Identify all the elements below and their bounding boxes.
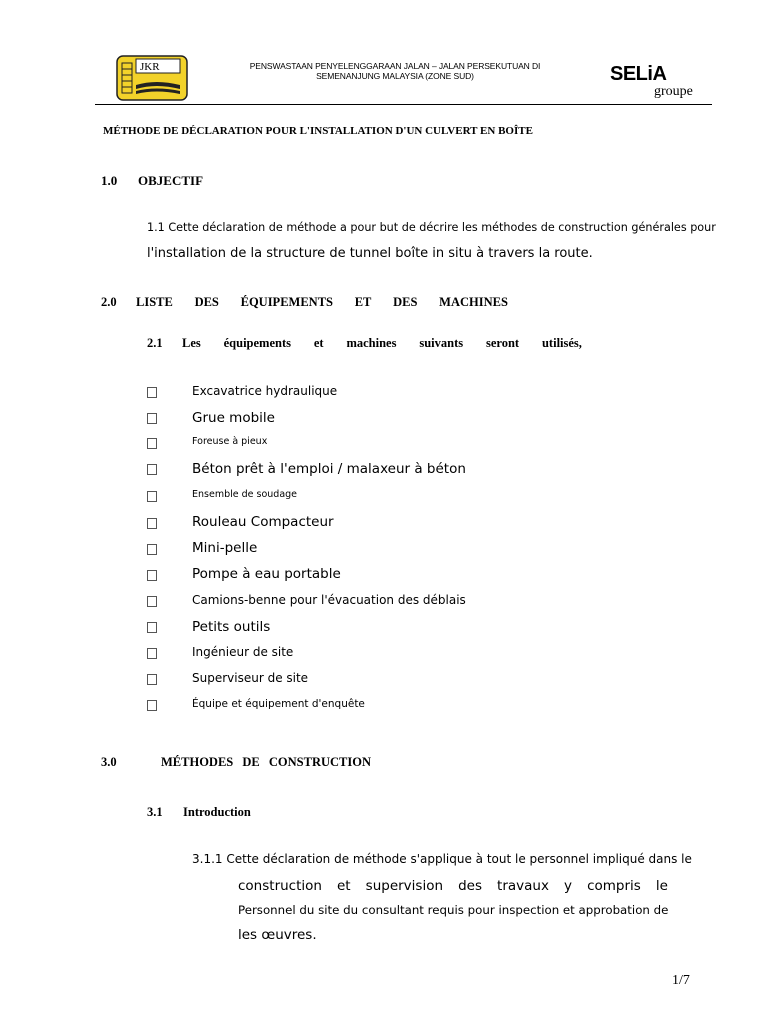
section-2-title-word: DES xyxy=(393,295,418,309)
section-3-para-line-4: les œuvres. xyxy=(238,927,317,943)
section-3-para-word: construction xyxy=(238,878,322,894)
section-2-1-text xyxy=(182,336,582,351)
bullet-icon xyxy=(147,700,157,711)
bullet-icon xyxy=(147,464,157,475)
equipment-item: Rouleau Compacteur xyxy=(192,514,334,530)
equipment-item: Ensemble de soudage xyxy=(192,489,298,500)
section-2-title-word: MACHINES xyxy=(439,295,508,309)
section-3-para-word: supervision xyxy=(365,878,444,894)
bullet-icon xyxy=(147,674,157,685)
section-3-title-word: MÉTHODES xyxy=(161,755,234,769)
equipment-item: Équipe et équipement d'enquête xyxy=(192,698,365,710)
section-2-title xyxy=(136,295,508,310)
section-2-1-number: 2.1 xyxy=(147,336,163,350)
section-3-para-line-3: Personnel du site du consultant requis pour inspection et approbation de xyxy=(238,903,669,917)
equipment-item: Mini-pelle xyxy=(192,540,258,556)
bullet-icon xyxy=(147,648,157,659)
equipment-item: Camions-benne pour l'évacuation des déblais xyxy=(192,593,466,607)
bullet-icon xyxy=(147,491,157,502)
bullet-icon xyxy=(147,596,157,607)
document-title: MÉTHODE DE DÉCLARATION POUR L'INSTALLATION D'UN CULVERT EN BOÎTE xyxy=(103,125,533,137)
brand-subtitle: groupe xyxy=(654,84,693,99)
bullet-icon xyxy=(147,518,157,529)
section-2-1-word: suivants xyxy=(419,336,464,350)
section-3-para-word: et xyxy=(337,878,351,894)
bullet-icon xyxy=(147,544,157,555)
page-number: 1/7 xyxy=(672,973,690,988)
section-3-title-word: DE xyxy=(242,755,260,769)
section-2-title-word: ÉQUIPEMENTS xyxy=(240,295,333,309)
section-3-title-word: CONSTRUCTION xyxy=(268,755,371,769)
section-2-1-word: Les xyxy=(182,336,201,350)
equipment-item: Excavatrice hydraulique xyxy=(192,384,338,398)
equipment-item: Superviseur de site xyxy=(192,671,309,685)
section-2-1-word: machines xyxy=(346,336,397,350)
bullet-icon xyxy=(147,438,157,449)
section-3-para-line-2 xyxy=(238,878,668,894)
logo-text: JKR xyxy=(140,61,160,73)
section-2-title-word: ET xyxy=(354,295,372,309)
section-2-1-word: seront xyxy=(486,336,520,350)
equipment-item: Grue mobile xyxy=(192,410,275,426)
section-1-heading xyxy=(101,173,203,189)
bullet-icon xyxy=(147,387,157,398)
jkr-logo xyxy=(116,55,188,101)
equipment-item: Ingénieur de site xyxy=(192,645,294,659)
section-2-title-word: LISTE xyxy=(136,295,173,309)
section-3-number: 3.0 xyxy=(101,755,117,769)
bullet-icon xyxy=(147,413,157,424)
section-2-number: 2.0 xyxy=(101,295,117,309)
section-1-number: 1.0 xyxy=(101,173,118,188)
section-2-title-word: DES xyxy=(194,295,219,309)
section-3-para-word: le xyxy=(655,878,668,894)
section-1-para-line-2: l'installation de la structure de tunnel boîte in situ à travers la route. xyxy=(147,246,593,261)
equipment-item: Petits outils xyxy=(192,619,271,635)
equipment-item: Pompe à eau portable xyxy=(192,566,341,582)
section-3-para-word: des xyxy=(458,878,482,894)
brand-name: SELiA xyxy=(610,63,667,85)
section-3-1-number: 3.1 xyxy=(147,805,163,819)
header-line-2: SEMENANJUNG MALAYSIA (ZONE SUD) xyxy=(316,71,474,81)
header-divider xyxy=(95,104,712,105)
section-3-para-word: travaux xyxy=(497,878,549,894)
equipment-item: Foreuse à pieux xyxy=(192,436,268,447)
section-3-para-word: compris xyxy=(587,878,641,894)
section-3-para-word: y xyxy=(564,878,573,894)
header-text xyxy=(220,61,570,81)
section-2-1-word: utilisés, xyxy=(541,336,582,350)
section-1-title: OBJECTIF xyxy=(138,173,204,188)
bullet-icon xyxy=(147,622,157,633)
header-line-1: PENSWASTAAN PENYELENGGARAAN JALAN – JALAN PERSEKUTUAN DI xyxy=(249,61,541,71)
section-3-para-line-1: 3.1.1 Cette déclaration de méthode s'applique à tout le personnel impliqué dans le xyxy=(192,852,692,866)
section-1-para-line-1: 1.1 Cette déclaration de méthode a pour but de décrire les méthodes de construction générales pour xyxy=(147,221,716,234)
section-3-1-title: Introduction xyxy=(183,805,251,819)
bullet-icon xyxy=(147,570,157,581)
equipment-item: Béton prêt à l'emploi / malaxeur à béton xyxy=(192,461,466,477)
section-2-1-word: équipements xyxy=(223,336,291,350)
section-3-title xyxy=(161,755,371,770)
section-2-1-word: et xyxy=(313,336,324,350)
